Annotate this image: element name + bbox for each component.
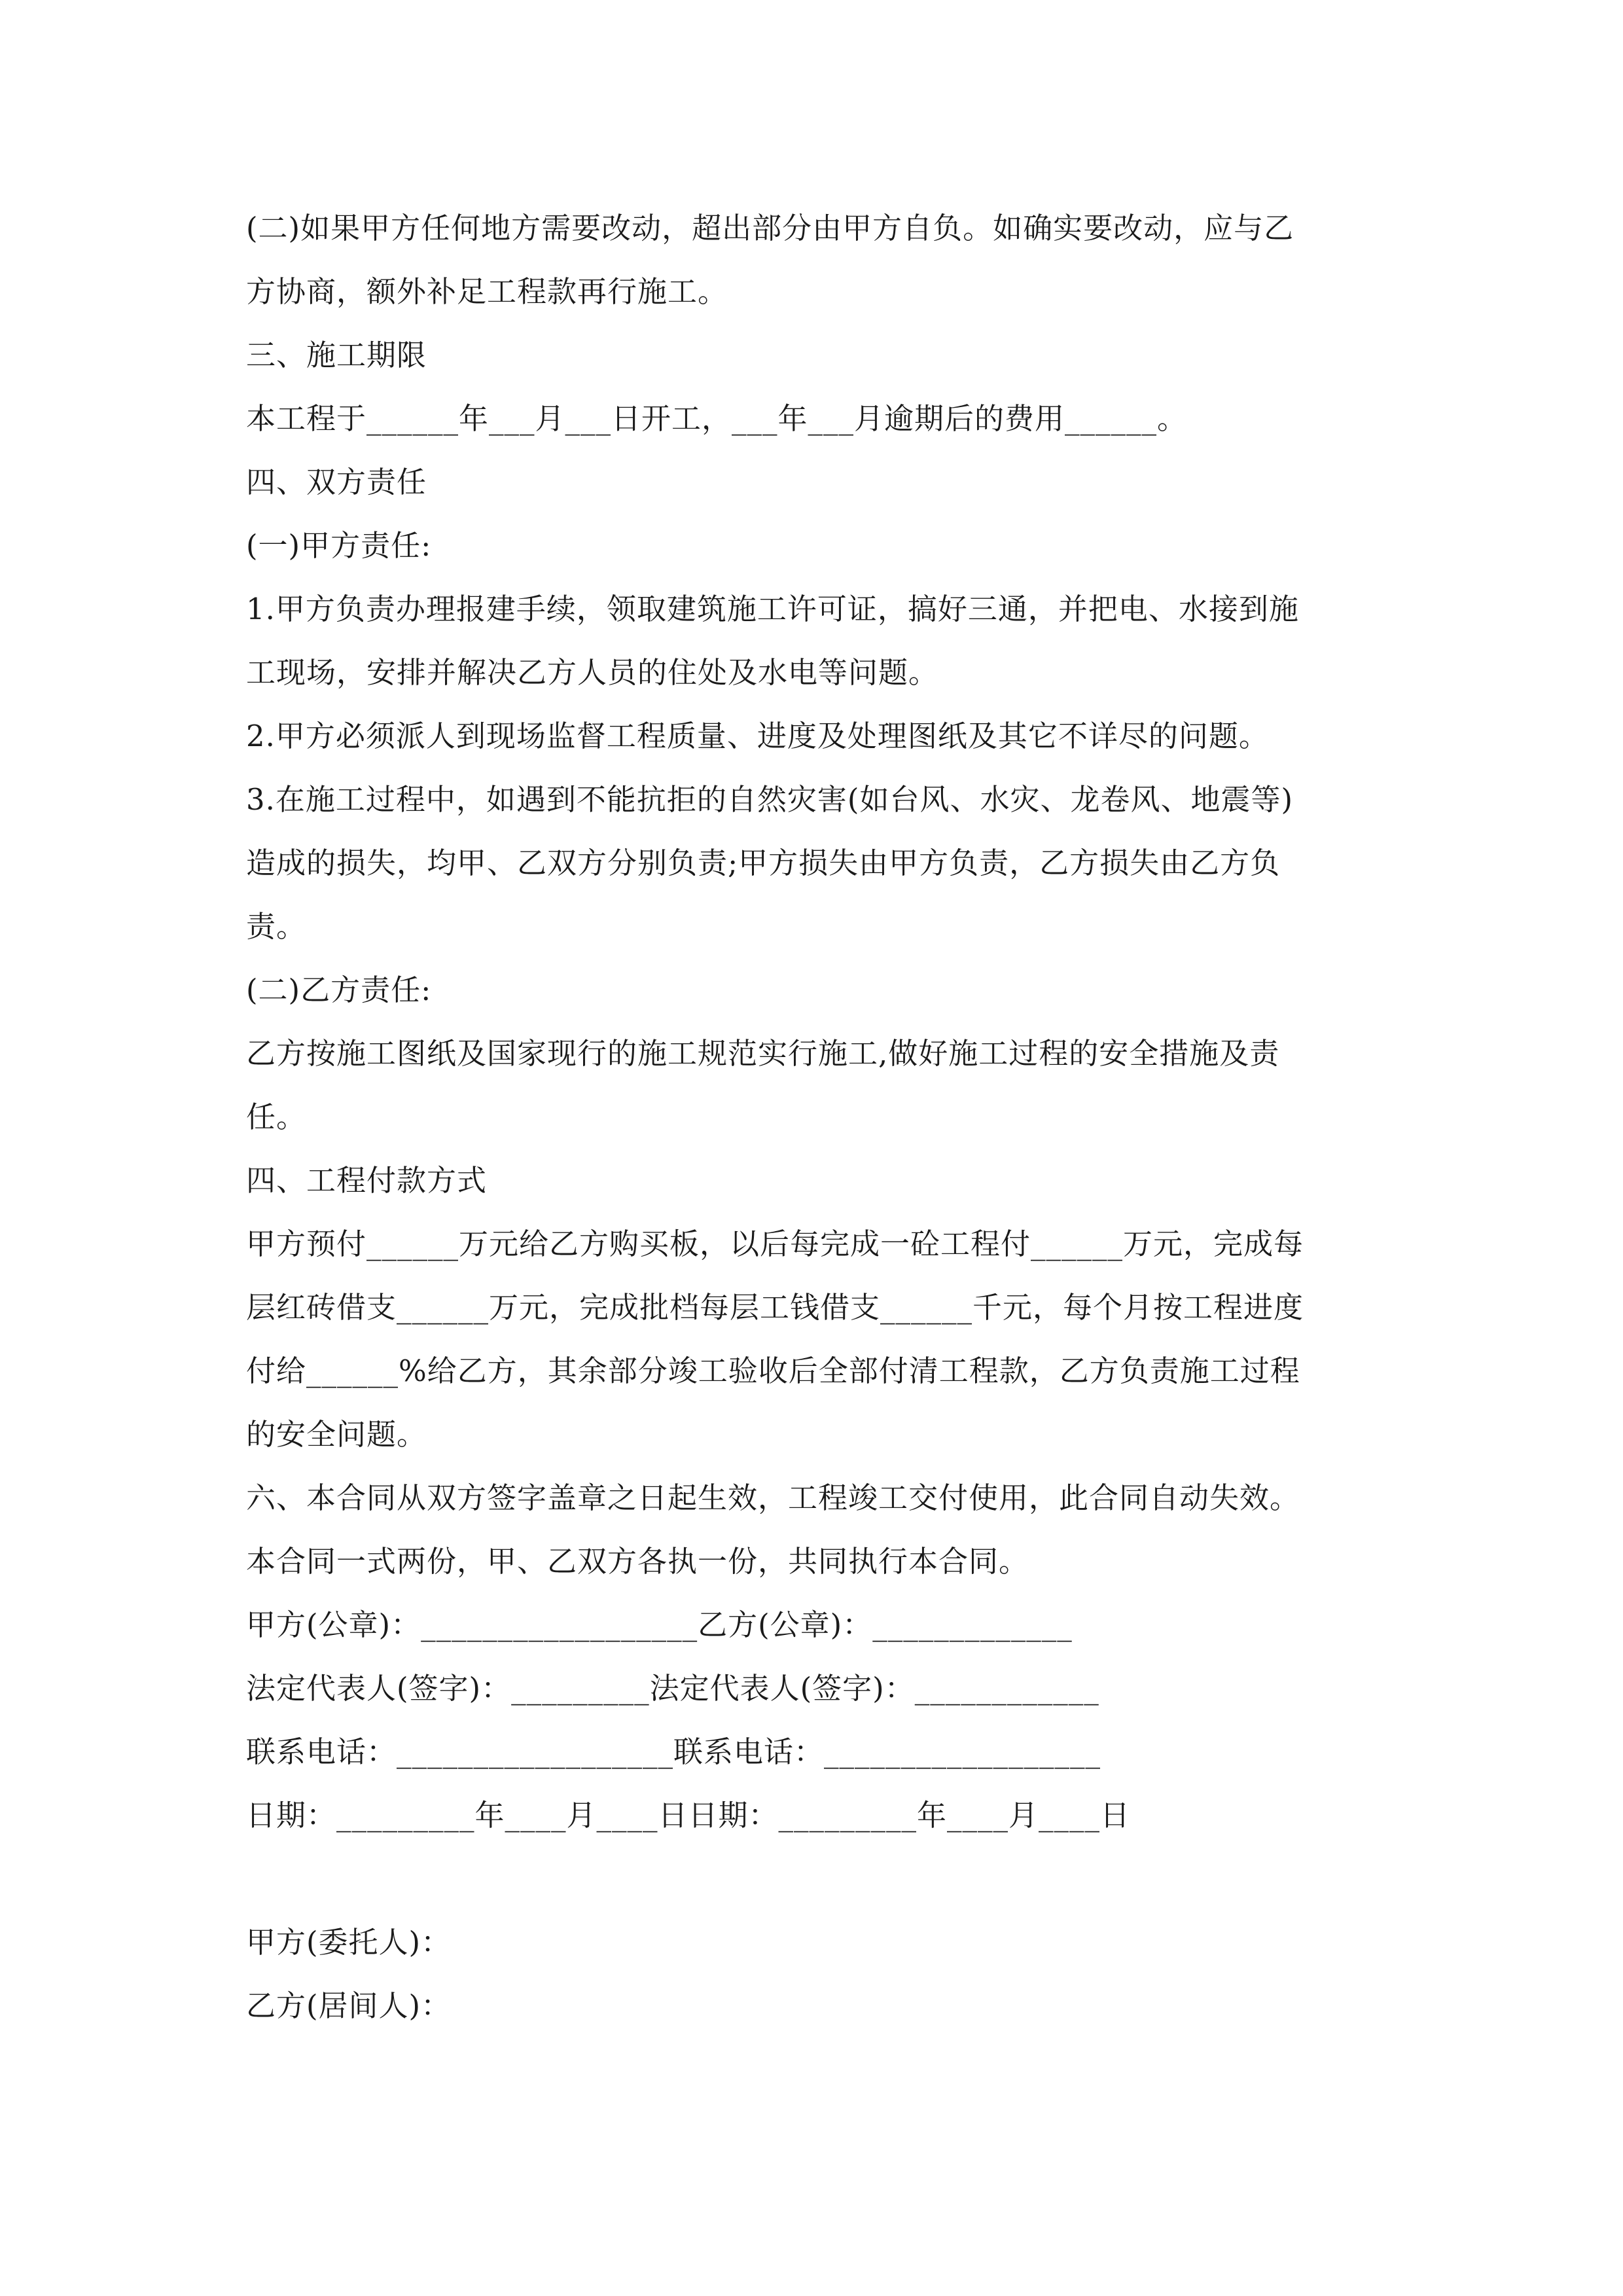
blank-gap — [246, 1847, 1398, 1910]
text-line: 的安全问题。 — [246, 1417, 427, 1452]
subsection-heading: (一)甲方责任: — [246, 528, 432, 563]
footer-line: 甲方(委托人)： — [246, 1925, 452, 1960]
text-line: 付给______%给乙方，其余部分竣工验收后全部付清工程款，乙方负责施工过程 — [246, 1354, 1300, 1388]
document-page — [246, 196, 1398, 2037]
section-heading: 六、本合同从双方签字盖章之日起生效，工程竣工交付使用，此合同自动失效。 — [246, 1480, 1300, 1515]
section-heading: 四、双方责任 — [246, 465, 427, 499]
text-line: 任。 — [246, 1100, 307, 1134]
signature-line: 日期：_________年____月____日日期：_________年____月____日 — [246, 1798, 1131, 1833]
subsection-heading: (二)乙方责任: — [246, 973, 432, 1007]
text-line: 甲方预付______万元给乙方购买板，以后每完成一砼工程付______万元，完成每 — [246, 1227, 1304, 1261]
text-line: 工现场，安排并解决乙方人员的住处及水电等问题。 — [246, 655, 939, 690]
text-line: (二)如果甲方任何地方需要改动，超出部分由甲方自负。如确实要改动，应与乙 — [246, 211, 1294, 245]
text-line: 2.甲方必须派人到现场监督工程质量、进度及处理图纸及其它不详尽的问题。 — [246, 719, 1269, 753]
text-line: 本合同一式两份，甲、乙双方各执一份，共同执行本合同。 — [246, 1544, 1029, 1579]
text-line: 责。 — [246, 909, 307, 944]
signature-line: 法定代表人(签字)：_________法定代表人(签字)：____________ — [246, 1671, 1099, 1706]
text-line: 方协商，额外补足工程款再行施工。 — [246, 274, 728, 309]
text-line: 造成的损失，均甲、乙双方分别负责;甲方损失由甲方负责，乙方损失由乙方负 — [246, 846, 1281, 880]
section-heading: 三、施工期限 — [246, 338, 427, 372]
text-line: 乙方按施工图纸及国家现行的施工规范实行施工,做好施工过程的安全措施及责 — [246, 1036, 1280, 1071]
signature-line: 联系电话：__________________联系电话：__________________ — [246, 1734, 1101, 1769]
section-heading: 四、工程付款方式 — [246, 1163, 488, 1198]
text-line: 1.甲方负责办理报建手续，领取建筑施工许可证，搞好三通，并把电、水接到施 — [246, 592, 1299, 626]
text-line: 层红砖借支______万元，完成批档每层工钱借支______千元，每个月按工程进度 — [246, 1290, 1304, 1325]
text-line: 本工程于______年___月___日开工，___年___月逾期后的费用______。 — [246, 401, 1188, 436]
text-line: 3.在施工过程中，如遇到不能抗拒的自然灾害(如台风、水灾、龙卷风、地震等) — [246, 782, 1294, 817]
signature-line: 甲方(公章)：__________________乙方(公章)：_____________ — [246, 1607, 1073, 1642]
footer-line: 乙方(居间人)： — [246, 1988, 452, 2023]
